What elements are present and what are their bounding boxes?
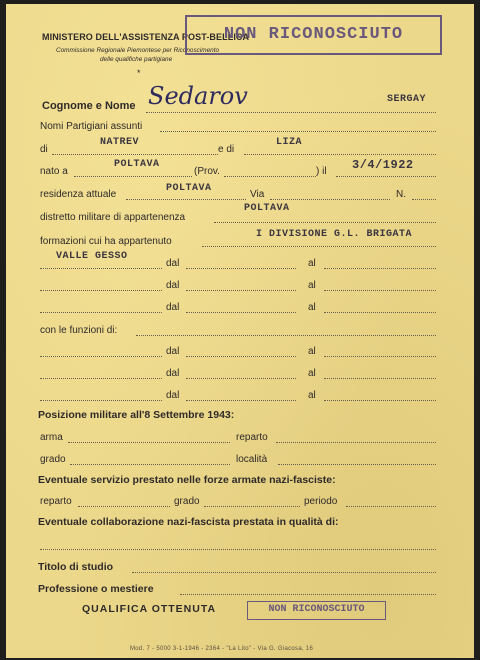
- formation-line-1: I DIVISIONE G.L. BRIGATA: [256, 229, 413, 240]
- dal-label: dal: [166, 368, 180, 379]
- birthplace-value: POLTAVA: [114, 159, 160, 170]
- grado-label: grado: [40, 454, 66, 465]
- collaborazione-line: [40, 549, 436, 550]
- funzioni-extra-line-2: [40, 378, 162, 379]
- prov-line: [224, 176, 316, 177]
- reparto-nf-line: [78, 506, 170, 507]
- surname-handwritten: Sedarov: [148, 82, 248, 110]
- prov-label: (Prov.: [194, 166, 220, 177]
- reparto-nf-label: reparto: [40, 496, 72, 507]
- funzioni-extra-line-1: [40, 356, 162, 357]
- residence-line: [126, 199, 246, 200]
- al-line: [324, 378, 436, 379]
- cognome-nome-label: Cognome e Nome: [42, 100, 136, 112]
- di-label: di: [40, 144, 48, 155]
- via-label: Via: [250, 189, 265, 200]
- cognome-line: [146, 112, 436, 113]
- birthdate-line: [336, 176, 436, 177]
- via-line: [270, 199, 390, 200]
- al-label: al: [308, 390, 316, 401]
- al-line: [324, 312, 436, 313]
- dal-label: dal: [166, 280, 180, 291]
- dal-line: [186, 268, 296, 269]
- arma-label: arma: [40, 432, 63, 443]
- dal-label: dal: [166, 258, 180, 269]
- stamp-non-riconosciuto-top: NON RICONOSCIUTO: [185, 15, 442, 55]
- dal-label: dal: [166, 390, 180, 401]
- birthdate-value: 3/4/1922: [352, 158, 414, 172]
- grado-nf-label: grado: [174, 496, 200, 507]
- al-line: [324, 356, 436, 357]
- ministry-title: MINISTERO DELL'ASSISTENZA POST-BELLICA: [42, 32, 250, 42]
- titolo-studio-line: [132, 572, 436, 573]
- formazioni-extra-line-3: [40, 312, 162, 313]
- star-icon: *: [137, 68, 141, 78]
- grado-nf-line: [204, 506, 300, 507]
- dal-label: dal: [166, 302, 180, 313]
- al-line: [324, 268, 436, 269]
- nomi-partigiani-label: Nomi Partigiani assunti: [40, 121, 143, 132]
- al-label: al: [308, 280, 316, 291]
- mother-value: LIZA: [276, 137, 303, 148]
- funzioni-label: con le funzioni di:: [40, 325, 118, 336]
- al-label: al: [308, 258, 316, 269]
- district-value: POLTAVA: [244, 203, 290, 214]
- numero-label: N.: [396, 189, 406, 200]
- commission-line-1: Commissione Regionale Piemontese per Riconoscimento: [56, 47, 220, 54]
- localita-line: [278, 464, 436, 465]
- nomi-partigiani-line: [160, 131, 436, 132]
- partisan-record-card: [6, 4, 474, 658]
- periodo-label: periodo: [304, 496, 338, 507]
- first-name-value: SERGAY: [387, 94, 427, 105]
- reparto-label: reparto: [236, 432, 268, 443]
- grado-line: [70, 464, 230, 465]
- al-line: [324, 290, 436, 291]
- funzioni-extra-line-3: [40, 400, 162, 401]
- birthplace-line: [74, 176, 192, 177]
- il-label: ) il: [316, 166, 327, 177]
- stamp-non-riconosciuto-bottom: NON RICONOSCIUTO: [247, 601, 386, 620]
- periodo-line: [346, 506, 436, 507]
- dal-line: [186, 356, 296, 357]
- formazioni-extra-line-2: [40, 290, 162, 291]
- formazioni-label: formazioni cui ha appartenuto: [40, 236, 172, 247]
- localita-label: località: [236, 454, 268, 465]
- reparto-line: [276, 442, 436, 443]
- titolo-studio-label: Titolo di studio: [38, 561, 114, 573]
- mother-line: [244, 154, 436, 155]
- formazioni-line: [202, 246, 436, 247]
- collaborazione-heading: Eventuale collaborazione nazi-fascista prestata in qualità di:: [38, 516, 339, 528]
- numero-line: [412, 199, 436, 200]
- residence-value: POLTAVA: [166, 183, 212, 194]
- e-di-label: e di: [218, 144, 235, 155]
- commission-line-2: delle qualifiche partigiane: [100, 56, 173, 63]
- qualifica-label: QUALIFICA OTTENUTA: [82, 603, 217, 615]
- servizio-heading: Eventuale servizio prestato nelle forze armate nazi-fasciste:: [38, 474, 336, 486]
- professione-line: [180, 594, 436, 595]
- dal-label: dal: [166, 346, 180, 357]
- al-label: al: [308, 346, 316, 357]
- formation-line-2: VALLE GESSO: [56, 251, 128, 262]
- arma-line: [68, 442, 230, 443]
- posizione-militare-heading: Posizione militare all'8 Settembre 1943:: [38, 409, 235, 421]
- nato-a-label: nato a: [40, 166, 68, 177]
- dal-line: [186, 400, 296, 401]
- professione-label: Professione o mestiere: [38, 583, 154, 595]
- district-line: [214, 222, 436, 223]
- father-value: NATREV: [100, 137, 140, 148]
- distretto-label: distretto militare di appartenenza: [40, 212, 186, 223]
- dal-line: [186, 290, 296, 291]
- residenza-label: residenza attuale: [40, 189, 117, 200]
- father-line: [52, 154, 218, 155]
- formazioni-extra-line-1: [40, 268, 162, 269]
- dal-line: [186, 378, 296, 379]
- dal-line: [186, 312, 296, 313]
- funzioni-line: [136, 335, 436, 336]
- al-line: [324, 400, 436, 401]
- al-label: al: [308, 368, 316, 379]
- al-label: al: [308, 302, 316, 313]
- print-imprint: Mod. 7 - 5000 3-1-1946 - 2364 - "La Lito" - Via G. Giacosa, 16: [130, 646, 314, 652]
